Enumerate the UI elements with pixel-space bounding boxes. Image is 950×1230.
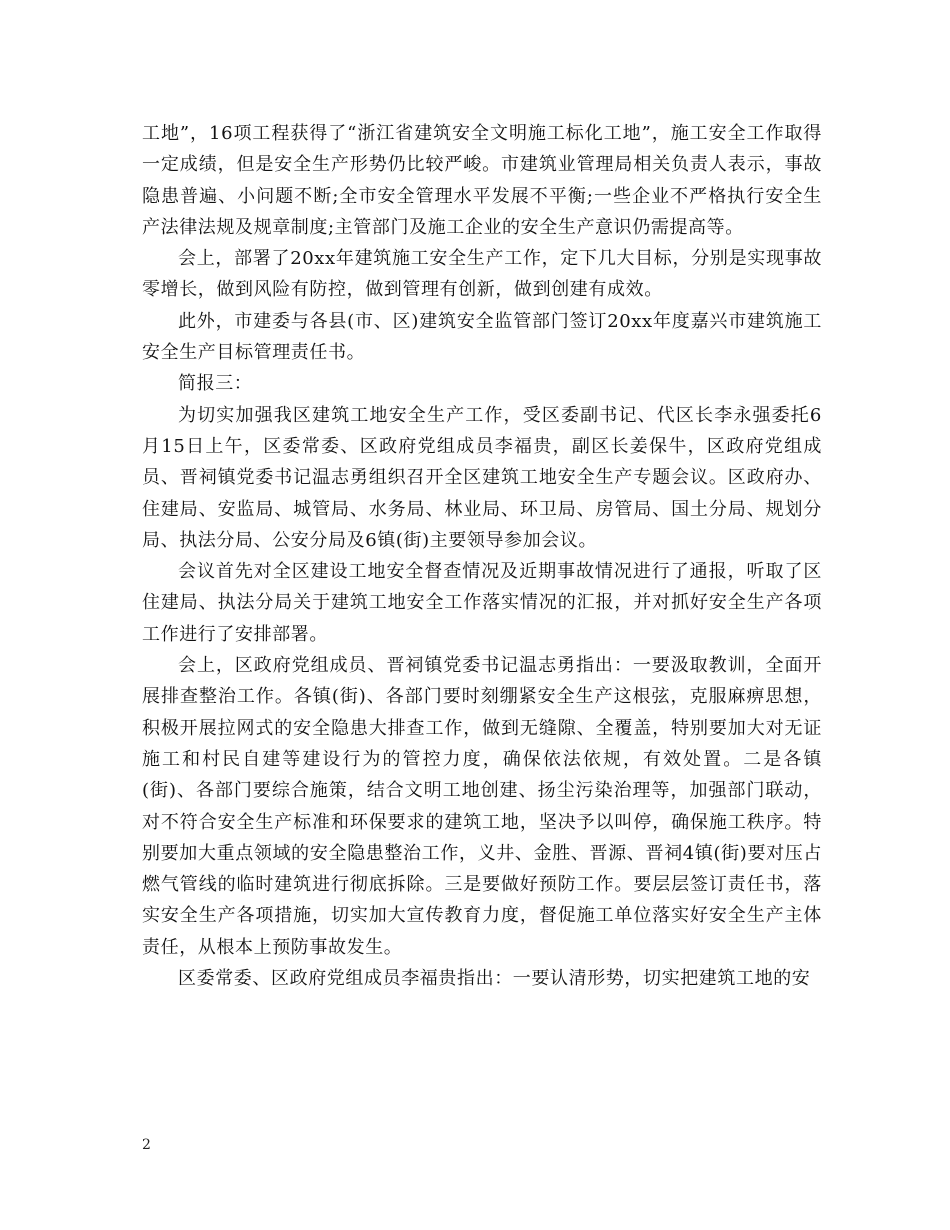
section-heading-briefing-three: 简报三： (178, 373, 253, 395)
paragraph-5: 为切实加强我区建筑工地安全生产工作，受区委副书记、代区长李永强委托6月15日上午，区委常委、区政府党组成员李福贵，副区长姜保牛，区政府党组成员、晋祠镇党委书记温志勇组织召开全区建筑工地安全生产专题会议。区政府办、住建局、安监局、城管局、水务局、林业局、环卫局、房管局、国土分局、规划分局、执法分局、公安分局及6镇(街)主要领导参加会议。 (142, 404, 822, 551)
paragraph-2: 会上，部署了20xx年建筑施工安全生产工作，定下几大目标，分别是实现事故零增长，做到风险有防控，做到管理有创新，做到创建有成效。 (142, 248, 822, 301)
document-body (142, 118, 822, 994)
paragraph-7: 会上，区政府党组成员、晋祠镇党委书记温志勇指出：一要汲取教训，全面开展排查整治工作。各镇(街)、各部门要时刻绷紧安全生产这根弦，克服麻痹思想，积极开展拉网式的安全隐患大排查工作，做到无缝隙、全覆盖，特别要加大对无证施工和村民自建等建设行为的管控力度，确保依法依规，有效处置。二是各镇(街)、各部门要综合施策，结合文明工地创建、扬尘污染治理等，加强部门联动，对不符合安全生产标准和环保要求的建筑工地，坚决予以叫停，确保施工秩序。特别要加大重点领域的安全隐患整治工作，义井、金胜、晋源、晋祠4镇(街)要对压占燃气管线的临时建筑进行彻底拆除。三是要做好预防工作。要层层签订责任书，落实安全生产各项措施，切实加大宣传教育力度，督促施工单位落实好安全生产主体责任，从根本上预防事故发生。 (142, 655, 822, 958)
paragraph-3: 此外，市建委与各县(市、区)建筑安全监管部门签订20xx年度嘉兴市建筑施工安全生产目标管理责任书。 (142, 310, 822, 364)
page-number: 2 (142, 1137, 151, 1153)
paragraph-6: 会议首先对全区建设工地安全督查情况及近期事故情况进行了通报，听取了区住建局、执法分局关于建筑工地安全工作落实情况的汇报，并对抓好安全生产各项工作进行了安排部署。 (142, 561, 822, 645)
paragraph-1: 工地”，16项工程获得了“浙江省建筑安全文明施工标化工地”，施工安全工作取得一定成绩，但是安全生产形势仍比较严峻。市建筑业管理局相关负责人表示，事故隐患普遍、小问题不断;全市安全管理水平发展不平衡;一些企业不严格执行安全生产法律法规及规章制度;主管部门及施工企业的安全生产意识仍需提高等。 (142, 123, 822, 238)
paragraph-8: 区委常委、区政府党组成员李福贵指出：一要认清形势，切实把建筑工地的安 (178, 968, 811, 990)
